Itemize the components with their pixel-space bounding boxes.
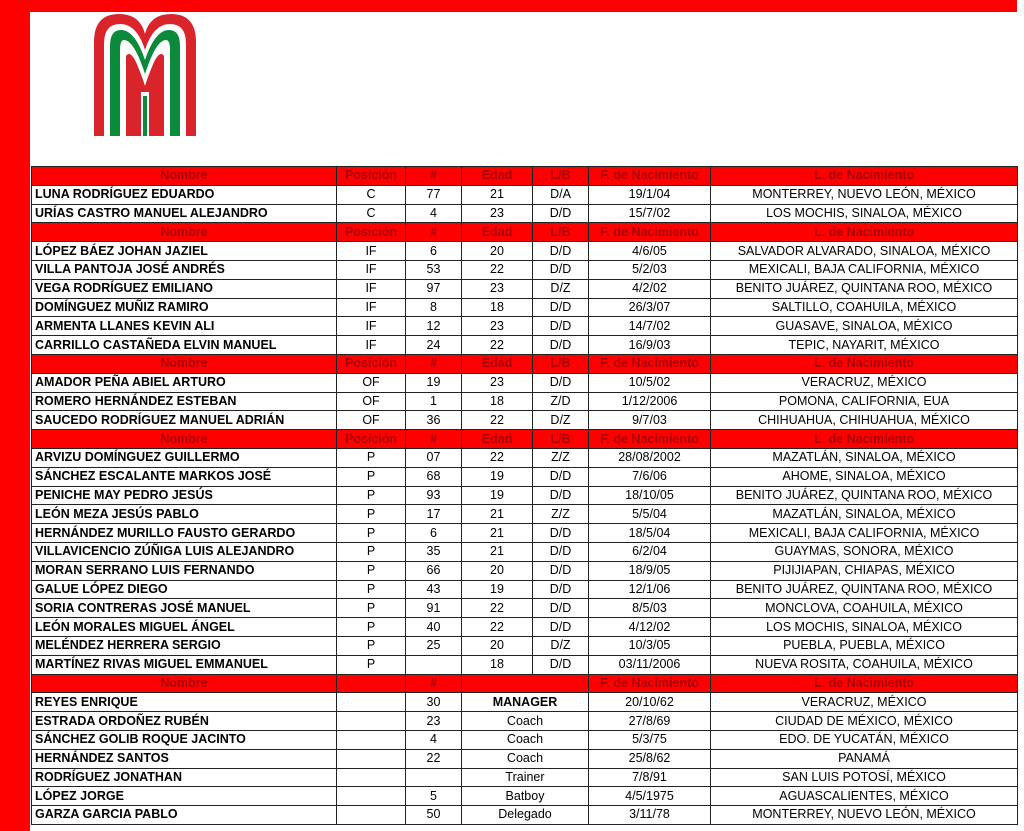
staff-row bbox=[32, 693, 1018, 712]
player-number: 91 bbox=[406, 599, 462, 618]
player-name: SORIA CONTRERAS JOSÉ MANUEL bbox=[32, 599, 337, 618]
player-name: LEÓN MEZA JESÚS PABLO bbox=[32, 505, 337, 524]
player-bats-throws: Z/D bbox=[533, 392, 589, 411]
player-number: 8 bbox=[406, 298, 462, 317]
player-birth-place: MEXICALI, BAJA CALIFORNIA, MÉXICO bbox=[711, 524, 1018, 543]
player-position: P bbox=[337, 524, 406, 543]
player-birth-date: 10/5/02 bbox=[589, 373, 711, 392]
staff-name: RODRÍGUEZ JONATHAN bbox=[32, 768, 337, 787]
player-birth-date: 03/11/2006 bbox=[589, 655, 711, 674]
staff-birth-date: 25/8/62 bbox=[589, 749, 711, 768]
player-position: P bbox=[337, 618, 406, 637]
staff-birth-place: VERACRUZ, MÉXICO bbox=[711, 693, 1018, 712]
player-age: 22 bbox=[462, 411, 533, 430]
player-birth-date: 1/12/2006 bbox=[589, 392, 711, 411]
player-position: P bbox=[337, 486, 406, 505]
player-age: 22 bbox=[462, 260, 533, 279]
player-name: LEÓN MORALES MIGUEL ÁNGEL bbox=[32, 618, 337, 637]
player-position: P bbox=[337, 599, 406, 618]
player-age: 19 bbox=[462, 486, 533, 505]
table-header-row bbox=[32, 430, 1018, 449]
player-birth-date: 19/1/04 bbox=[589, 185, 711, 204]
table-row bbox=[32, 618, 1018, 637]
header-nombre: Nombre bbox=[32, 430, 337, 449]
player-age: 21 bbox=[462, 524, 533, 543]
top-red-bar bbox=[0, 0, 1017, 12]
player-name: MELÉNDEZ HERRERA SERGIO bbox=[32, 636, 337, 655]
staff-row bbox=[32, 806, 1018, 825]
staff-empty-cell bbox=[337, 787, 406, 806]
player-bats-throws: D/D bbox=[533, 486, 589, 505]
player-bats-throws: D/D bbox=[533, 524, 589, 543]
staff-birth-place: AGUASCALIENTES, MÉXICO bbox=[711, 787, 1018, 806]
player-position: P bbox=[337, 636, 406, 655]
player-birth-date: 9/7/03 bbox=[589, 411, 711, 430]
header-lugar-nacimiento: L. de Nacimiento bbox=[711, 167, 1018, 186]
player-age: 21 bbox=[462, 542, 533, 561]
staff-row bbox=[32, 749, 1018, 768]
player-bats-throws: D/Z bbox=[533, 411, 589, 430]
player-birth-place: MAZATLÁN, SINALOA, MÉXICO bbox=[711, 448, 1018, 467]
staff-name: GARZA GARCIA PABLO bbox=[32, 806, 337, 825]
staff-row bbox=[32, 712, 1018, 731]
player-position: C bbox=[337, 204, 406, 223]
staff-number: 5 bbox=[406, 787, 462, 806]
player-birth-date: 10/3/05 bbox=[589, 636, 711, 655]
player-birth-place: NUEVA ROSITA, COAHUILA, MÉXICO bbox=[711, 655, 1018, 674]
player-age: 23 bbox=[462, 317, 533, 336]
player-bats-throws: D/A bbox=[533, 185, 589, 204]
header-lugar-nacimiento: L. de Nacimiento bbox=[711, 354, 1018, 373]
player-age: 18 bbox=[462, 298, 533, 317]
player-number: 24 bbox=[406, 336, 462, 355]
header-numero: # bbox=[406, 430, 462, 449]
player-birth-date: 16/9/03 bbox=[589, 336, 711, 355]
header-fecha-nacimiento: F. de Nacimiento bbox=[589, 354, 711, 373]
staff-empty-cell bbox=[337, 806, 406, 825]
player-birth-place: PIJIJIAPAN, CHIAPAS, MÉXICO bbox=[711, 561, 1018, 580]
player-age: 22 bbox=[462, 448, 533, 467]
player-birth-place: AHOME, SINALOA, MÉXICO bbox=[711, 467, 1018, 486]
staff-number: 22 bbox=[406, 749, 462, 768]
player-number: 12 bbox=[406, 317, 462, 336]
table-row bbox=[32, 542, 1018, 561]
player-name: ROMERO HERNÁNDEZ ESTEBAN bbox=[32, 392, 337, 411]
player-birth-date: 6/2/04 bbox=[589, 542, 711, 561]
player-birth-date: 18/10/05 bbox=[589, 486, 711, 505]
player-birth-place: PUEBLA, PUEBLA, MÉXICO bbox=[711, 636, 1018, 655]
table-row bbox=[32, 561, 1018, 580]
player-number: 68 bbox=[406, 467, 462, 486]
staff-number: 50 bbox=[406, 806, 462, 825]
header-numero: # bbox=[406, 223, 462, 242]
header-nombre: Nombre bbox=[32, 354, 337, 373]
player-birth-place: MEXICALI, BAJA CALIFORNIA, MÉXICO bbox=[711, 260, 1018, 279]
staff-role: MANAGER bbox=[462, 693, 589, 712]
player-age: 19 bbox=[462, 580, 533, 599]
player-birth-date: 5/5/04 bbox=[589, 505, 711, 524]
player-birth-place: SALTILLO, COAHUILA, MÉXICO bbox=[711, 298, 1018, 317]
player-name: VILLAVICENCIO ZÚÑIGA LUIS ALEJANDRO bbox=[32, 542, 337, 561]
player-birth-place: BENITO JUÁREZ, QUINTANA ROO, MÉXICO bbox=[711, 486, 1018, 505]
player-name: ARMENTA LLANES KEVIN ALI bbox=[32, 317, 337, 336]
player-number: 17 bbox=[406, 505, 462, 524]
left-red-bar bbox=[0, 0, 30, 831]
staff-empty-cell bbox=[337, 730, 406, 749]
player-number: 97 bbox=[406, 279, 462, 298]
player-birth-place: GUAYMAS, SONORA, MÉXICO bbox=[711, 542, 1018, 561]
player-birth-date: 18/9/05 bbox=[589, 561, 711, 580]
header-fecha-nacimiento: F. de Nacimiento bbox=[589, 167, 711, 186]
header-nombre: Nombre bbox=[32, 674, 337, 693]
header-posicion: Posición bbox=[337, 167, 406, 186]
player-name: VEGA RODRÍGUEZ EMILIANO bbox=[32, 279, 337, 298]
header-lb: L/B bbox=[533, 354, 589, 373]
player-birth-date: 8/5/03 bbox=[589, 599, 711, 618]
staff-number: 4 bbox=[406, 730, 462, 749]
header-fecha-nacimiento: F. de Nacimiento bbox=[589, 674, 711, 693]
table-row bbox=[32, 655, 1018, 674]
staff-name: ESTRADA ORDOÑEZ RUBÉN bbox=[32, 712, 337, 731]
table-row bbox=[32, 599, 1018, 618]
player-name: MARTÍNEZ RIVAS MIGUEL EMMANUEL bbox=[32, 655, 337, 674]
player-birth-place: CHIHUAHUA, CHIHUAHUA, MÉXICO bbox=[711, 411, 1018, 430]
player-age: 22 bbox=[462, 599, 533, 618]
player-position: P bbox=[337, 505, 406, 524]
staff-role: Coach bbox=[462, 749, 589, 768]
player-bats-throws: D/D bbox=[533, 204, 589, 223]
staff-role: Coach bbox=[462, 730, 589, 749]
player-bats-throws: D/D bbox=[533, 599, 589, 618]
player-birth-date: 18/5/04 bbox=[589, 524, 711, 543]
header-posicion: Posición bbox=[337, 430, 406, 449]
player-age: 20 bbox=[462, 242, 533, 261]
player-birth-date: 15/7/02 bbox=[589, 204, 711, 223]
player-birth-place: TEPIC, NAYARIT, MÉXICO bbox=[711, 336, 1018, 355]
table-row bbox=[32, 260, 1018, 279]
player-bats-throws: D/D bbox=[533, 655, 589, 674]
player-birth-date: 12/1/06 bbox=[589, 580, 711, 599]
player-position: IF bbox=[337, 242, 406, 261]
table-header-row bbox=[32, 223, 1018, 242]
player-birth-place: LOS MOCHIS, SINALOA, MÉXICO bbox=[711, 618, 1018, 637]
player-birth-date: 4/6/05 bbox=[589, 242, 711, 261]
player-bats-throws: D/D bbox=[533, 373, 589, 392]
player-birth-date: 7/6/06 bbox=[589, 467, 711, 486]
staff-role: Batboy bbox=[462, 787, 589, 806]
header-fecha-nacimiento: F. de Nacimiento bbox=[589, 430, 711, 449]
player-bats-throws: D/Z bbox=[533, 279, 589, 298]
player-age: 22 bbox=[462, 336, 533, 355]
player-bats-throws: D/D bbox=[533, 542, 589, 561]
player-birth-date: 28/08/2002 bbox=[589, 448, 711, 467]
staff-birth-date: 4/5/1975 bbox=[589, 787, 711, 806]
table-row bbox=[32, 317, 1018, 336]
player-position: IF bbox=[337, 279, 406, 298]
table-row bbox=[32, 298, 1018, 317]
table-row bbox=[32, 486, 1018, 505]
staff-name: SÁNCHEZ GOLIB ROQUE JACINTO bbox=[32, 730, 337, 749]
player-number: 43 bbox=[406, 580, 462, 599]
table-row bbox=[32, 373, 1018, 392]
player-number: 36 bbox=[406, 411, 462, 430]
player-number: 6 bbox=[406, 524, 462, 543]
header-edad: Edad bbox=[462, 354, 533, 373]
staff-birth-place: EDO. DE YUCATÁN, MÉXICO bbox=[711, 730, 1018, 749]
player-birth-place: MONTERREY, NUEVO LEÓN, MÉXICO bbox=[711, 185, 1018, 204]
player-name: LÓPEZ BÁEZ JOHAN JAZIEL bbox=[32, 242, 337, 261]
table-row bbox=[32, 204, 1018, 223]
player-age: 20 bbox=[462, 636, 533, 655]
player-name: SÁNCHEZ ESCALANTE MARKOS JOSÉ bbox=[32, 467, 337, 486]
player-birth-place: POMONA, CALIFORNIA, EUA bbox=[711, 392, 1018, 411]
table-row bbox=[32, 185, 1018, 204]
staff-row bbox=[32, 787, 1018, 806]
player-bats-throws: D/D bbox=[533, 561, 589, 580]
player-position: P bbox=[337, 448, 406, 467]
staff-birth-place: PANAMÁ bbox=[711, 749, 1018, 768]
table-header-row bbox=[32, 167, 1018, 186]
table-header-row bbox=[32, 354, 1018, 373]
player-number: 66 bbox=[406, 561, 462, 580]
player-number: 4 bbox=[406, 204, 462, 223]
player-bats-throws: Z/Z bbox=[533, 505, 589, 524]
player-birth-place: SALVADOR ALVARADO, SINALOA, MÉXICO bbox=[711, 242, 1018, 261]
header-numero: # bbox=[406, 674, 462, 693]
staff-role: Coach bbox=[462, 712, 589, 731]
header-nombre: Nombre bbox=[32, 223, 337, 242]
player-bats-throws: D/Z bbox=[533, 636, 589, 655]
staff-birth-date: 5/3/75 bbox=[589, 730, 711, 749]
table-row bbox=[32, 392, 1018, 411]
player-name: SAUCEDO RODRÍGUEZ MANUEL ADRIÁN bbox=[32, 411, 337, 430]
player-age: 21 bbox=[462, 505, 533, 524]
player-age: 22 bbox=[462, 618, 533, 637]
player-birth-date: 14/7/02 bbox=[589, 317, 711, 336]
player-age: 18 bbox=[462, 655, 533, 674]
staff-birth-place: CIUDAD DE MÉXICO, MÉXICO bbox=[711, 712, 1018, 731]
player-bats-throws: D/D bbox=[533, 298, 589, 317]
player-position: P bbox=[337, 655, 406, 674]
player-name: ARVIZU DOMÍNGUEZ GUILLERMO bbox=[32, 448, 337, 467]
player-position: IF bbox=[337, 298, 406, 317]
player-position: IF bbox=[337, 317, 406, 336]
player-position: P bbox=[337, 467, 406, 486]
header-posicion: Posición bbox=[337, 354, 406, 373]
staff-birth-place: SAN LUIS POTOSÍ, MÉXICO bbox=[711, 768, 1018, 787]
staff-birth-date: 7/8/91 bbox=[589, 768, 711, 787]
staff-role: Delegado bbox=[462, 806, 589, 825]
player-birth-place: BENITO JUÁREZ, QUINTANA ROO, MÉXICO bbox=[711, 279, 1018, 298]
player-birth-date: 4/12/02 bbox=[589, 618, 711, 637]
player-number: 1 bbox=[406, 392, 462, 411]
staff-birth-date: 3/11/78 bbox=[589, 806, 711, 825]
header-posicion: Posición bbox=[337, 223, 406, 242]
player-bats-throws: D/D bbox=[533, 336, 589, 355]
table-row bbox=[32, 336, 1018, 355]
player-name: VILLA PANTOJA JOSÉ ANDRÉS bbox=[32, 260, 337, 279]
player-age: 19 bbox=[462, 467, 533, 486]
player-bats-throws: D/D bbox=[533, 467, 589, 486]
staff-birth-place: MONTERREY, NUEVO LEÓN, MÉXICO bbox=[711, 806, 1018, 825]
player-number: 77 bbox=[406, 185, 462, 204]
staff-empty-cell bbox=[337, 768, 406, 787]
player-number: 35 bbox=[406, 542, 462, 561]
player-position: OF bbox=[337, 411, 406, 430]
player-birth-place: LOS MOCHIS, SINALOA, MÉXICO bbox=[711, 204, 1018, 223]
player-birth-date: 5/2/03 bbox=[589, 260, 711, 279]
player-birth-place: GUASAVE, SINALOA, MÉXICO bbox=[711, 317, 1018, 336]
player-age: 23 bbox=[462, 279, 533, 298]
staff-row bbox=[32, 768, 1018, 787]
table-row bbox=[32, 242, 1018, 261]
player-position: IF bbox=[337, 260, 406, 279]
header-lugar-nacimiento: L. de Nacimiento bbox=[711, 674, 1018, 693]
table-row bbox=[32, 636, 1018, 655]
player-name: HERNÁNDEZ MURILLO FAUSTO GERARDO bbox=[32, 524, 337, 543]
table-row bbox=[32, 580, 1018, 599]
player-number bbox=[406, 655, 462, 674]
staff-role: Trainer bbox=[462, 768, 589, 787]
header-lb: L/B bbox=[533, 430, 589, 449]
staff-empty-cell bbox=[337, 693, 406, 712]
player-age: 23 bbox=[462, 204, 533, 223]
player-number: 53 bbox=[406, 260, 462, 279]
player-number: 19 bbox=[406, 373, 462, 392]
player-name: MORAN SERRANO LUIS FERNANDO bbox=[32, 561, 337, 580]
player-bats-throws: D/D bbox=[533, 618, 589, 637]
staff-name: HERNÁNDEZ SANTOS bbox=[32, 749, 337, 768]
player-name: PENICHE MAY PEDRO JESÚS bbox=[32, 486, 337, 505]
player-age: 23 bbox=[462, 373, 533, 392]
player-number: 07 bbox=[406, 448, 462, 467]
header-edad: Edad bbox=[462, 167, 533, 186]
table-row bbox=[32, 467, 1018, 486]
player-birth-place: MAZATLÁN, SINALOA, MÉXICO bbox=[711, 505, 1018, 524]
player-birth-place: MONCLOVA, COAHUILA, MÉXICO bbox=[711, 599, 1018, 618]
table-row bbox=[32, 505, 1018, 524]
staff-name: REYES ENRIQUE bbox=[32, 693, 337, 712]
staff-empty-cell bbox=[337, 712, 406, 731]
player-bats-throws: D/D bbox=[533, 242, 589, 261]
player-name: LUNA RODRÍGUEZ EDUARDO bbox=[32, 185, 337, 204]
header-lb: L/B bbox=[533, 167, 589, 186]
staff-empty-cell bbox=[337, 749, 406, 768]
player-bats-throws: D/D bbox=[533, 580, 589, 599]
header-numero: # bbox=[406, 354, 462, 373]
staff-name: LÓPEZ JORGE bbox=[32, 787, 337, 806]
player-bats-throws: Z/Z bbox=[533, 448, 589, 467]
player-bats-throws: D/D bbox=[533, 260, 589, 279]
header-empty bbox=[337, 674, 406, 693]
header-numero: # bbox=[406, 167, 462, 186]
header-nombre: Nombre bbox=[32, 167, 337, 186]
player-number: 93 bbox=[406, 486, 462, 505]
player-position: C bbox=[337, 185, 406, 204]
player-age: 18 bbox=[462, 392, 533, 411]
staff-number: 30 bbox=[406, 693, 462, 712]
table-row bbox=[32, 279, 1018, 298]
staff-number: 23 bbox=[406, 712, 462, 731]
mexico-m-logo-icon bbox=[92, 12, 198, 136]
player-number: 6 bbox=[406, 242, 462, 261]
player-age: 20 bbox=[462, 561, 533, 580]
player-name: URÍAS CASTRO MANUEL ALEJANDRO bbox=[32, 204, 337, 223]
player-age: 21 bbox=[462, 185, 533, 204]
header-lugar-nacimiento: L. de Nacimiento bbox=[711, 430, 1018, 449]
header-empty bbox=[462, 674, 589, 693]
header-lugar-nacimiento: L. de Nacimiento bbox=[711, 223, 1018, 242]
player-name: CARRILLO CASTAÑEDA ELVIN MANUEL bbox=[32, 336, 337, 355]
player-position: P bbox=[337, 542, 406, 561]
header-edad: Edad bbox=[462, 223, 533, 242]
player-birth-place: VERACRUZ, MÉXICO bbox=[711, 373, 1018, 392]
staff-header-row bbox=[32, 674, 1018, 693]
player-number: 40 bbox=[406, 618, 462, 637]
staff-birth-date: 27/8/69 bbox=[589, 712, 711, 731]
player-number: 25 bbox=[406, 636, 462, 655]
player-birth-date: 4/2/02 bbox=[589, 279, 711, 298]
header-lb: L/B bbox=[533, 223, 589, 242]
table-row bbox=[32, 524, 1018, 543]
staff-row bbox=[32, 730, 1018, 749]
header-fecha-nacimiento: F. de Nacimiento bbox=[589, 223, 711, 242]
player-birth-date: 26/3/07 bbox=[589, 298, 711, 317]
staff-number bbox=[406, 768, 462, 787]
player-name: AMADOR PEÑA ABIEL ARTURO bbox=[32, 373, 337, 392]
player-birth-place: BENITO JUÁREZ, QUINTANA ROO, MÉXICO bbox=[711, 580, 1018, 599]
staff-birth-date: 20/10/62 bbox=[589, 693, 711, 712]
table-row bbox=[32, 411, 1018, 430]
player-position: OF bbox=[337, 373, 406, 392]
player-name: GALUE LÓPEZ DIEGO bbox=[32, 580, 337, 599]
player-position: OF bbox=[337, 392, 406, 411]
roster-table bbox=[31, 166, 1018, 825]
table-row bbox=[32, 448, 1018, 467]
player-bats-throws: D/D bbox=[533, 317, 589, 336]
player-position: P bbox=[337, 561, 406, 580]
player-position: IF bbox=[337, 336, 406, 355]
player-position: P bbox=[337, 580, 406, 599]
player-name: DOMÍNGUEZ MUÑIZ RAMIRO bbox=[32, 298, 337, 317]
header-edad: Edad bbox=[462, 430, 533, 449]
